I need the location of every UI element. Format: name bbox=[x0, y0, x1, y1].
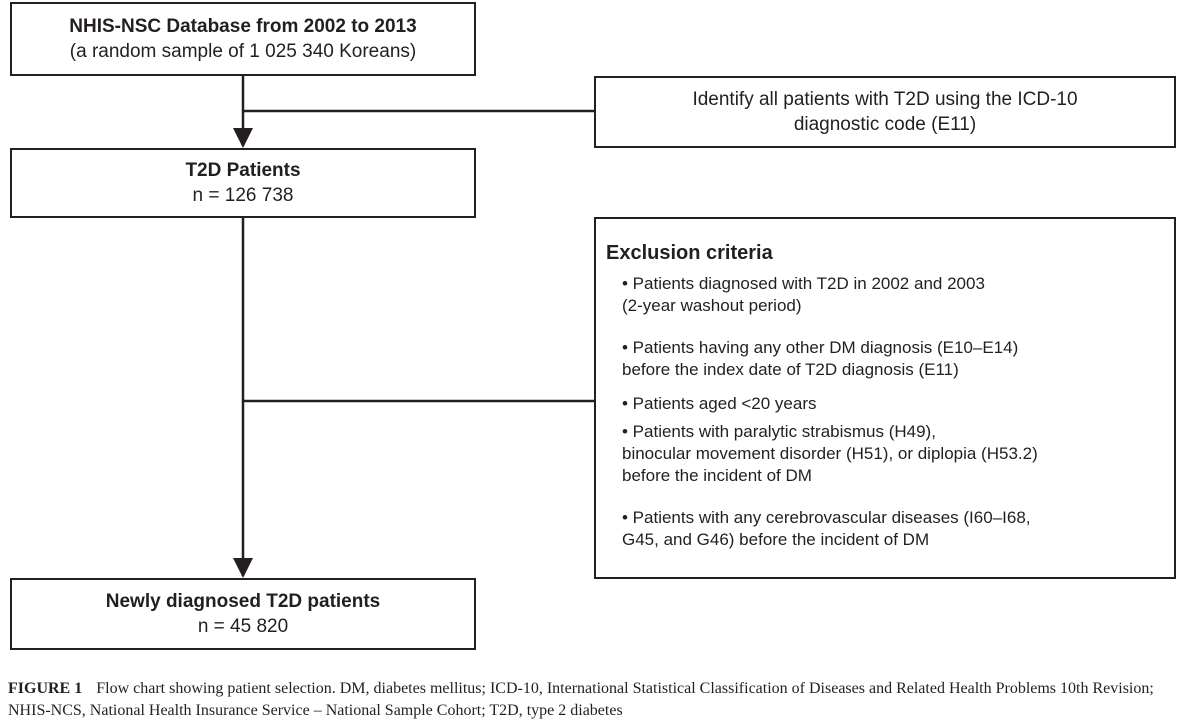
caption-text: Flow chart showing patient selection. DM, diabetes mellitus; ICD-10, International Statistical Classification of Diseases and Related Health Problems 10th Revision; NHIS-NCS, National Health Insurance Service – National Sample Cohort; T2D, type 2 diabetes bbox=[8, 680, 1154, 719]
t2d-patients-box bbox=[10, 148, 476, 218]
t2d-patients-title: T2D Patients bbox=[185, 160, 301, 181]
database-subtitle: (a random sample of 1 025 340 Koreans) bbox=[69, 41, 417, 62]
identify-line-2: diagnostic code (E11) bbox=[793, 114, 977, 135]
t2d-patients-count: n = 126 738 bbox=[192, 185, 294, 206]
newly-diagnosed-box bbox=[10, 578, 476, 650]
newly-diagnosed-count: n = 45 820 bbox=[197, 616, 289, 637]
arrowhead-newly bbox=[233, 558, 253, 578]
exclusion-item: • Patients having any other DM diagnosis (E10–E14) before the index date of T2D diagnosis (E11) bbox=[622, 338, 1019, 379]
exclusion-item: • Patients with any cerebrovascular diseases (I60–I68, G45, and G46) before the incident of DM bbox=[622, 508, 1031, 549]
database-title: NHIS-NSC Database from 2002 to 2013 bbox=[69, 16, 417, 37]
arrowhead-t2d bbox=[233, 128, 253, 148]
exclusion-title: Exclusion criteria bbox=[606, 242, 773, 264]
identify-line-1: Identify all patients with T2D using the ICD-10 bbox=[692, 89, 1078, 110]
identify-box bbox=[594, 76, 1176, 148]
exclusion-item: • Patients aged <20 years bbox=[622, 394, 817, 413]
exclusion-criteria-box bbox=[594, 217, 1176, 579]
newly-diagnosed-title: Newly diagnosed T2D patients bbox=[105, 591, 381, 612]
exclusion-item: • Patients diagnosed with T2D in 2002 and 2003 (2-year washout period) bbox=[622, 274, 985, 315]
figure-caption bbox=[8, 678, 1173, 722]
database-box bbox=[10, 2, 476, 76]
exclusion-item: • Patients with paralytic strabismus (H49), binocular movement disorder (H51), or diplopia (H53.2) before the incident of DM bbox=[622, 422, 1038, 485]
figure-label: FIGURE 1 bbox=[8, 680, 83, 697]
